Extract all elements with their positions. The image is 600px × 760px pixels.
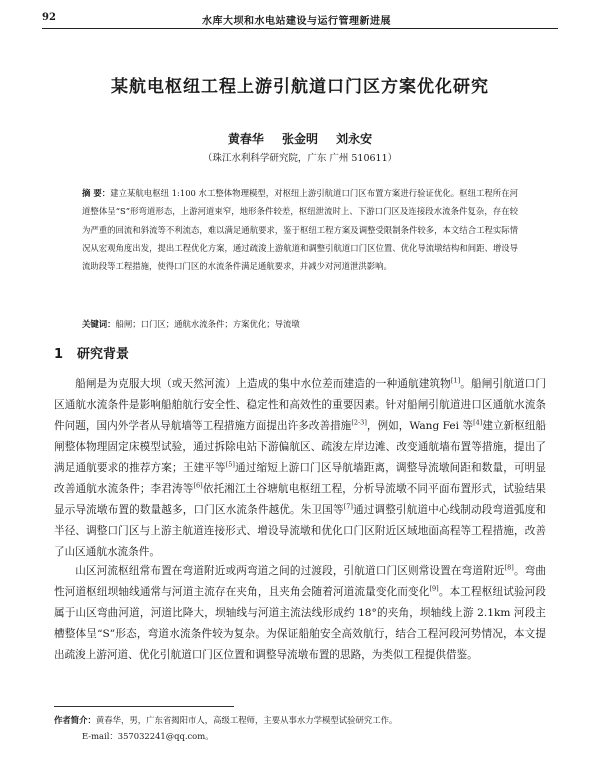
- body-paragraph-1: [54, 374, 546, 563]
- citation: [9]: [429, 584, 439, 593]
- text-run: 山区河流枢纽常布置在弯道附近或两弯道之间的过渡段，引航道口门区则常设置在弯道附近: [75, 565, 505, 577]
- keywords: [82, 318, 518, 330]
- footnote-text: 黄春华，男，广东省揭阳市人，高级工程师，主要从事水力学模型试验研究工作。: [95, 715, 398, 725]
- text-run: 通过缩短上游口门区导航墙距离，调整导流墩间距和数量，可明显改善通航水流条件；李君涛等: [54, 462, 546, 495]
- footnote-label: 作者简介：: [54, 715, 96, 725]
- footnote-rule: [54, 706, 234, 707]
- citation: [2-3]: [351, 418, 367, 427]
- text-run: 船闸是为克服大坝（或天然河流）上造成的集中水位差而建造的一种通航建筑物: [75, 378, 451, 390]
- keywords-label: 关键词：: [82, 319, 116, 329]
- running-header: [42, 12, 558, 28]
- text-run: 通过调整引航道中心线制动段弯道弧度和半径、调整口门区与上游主航道连接形式、增设导流墩和优化口门区附近区域地面高程等工程措施，改善了山区通航水流条件。: [54, 504, 547, 558]
- abstract-label: 摘 要：: [82, 188, 111, 198]
- citation: [1]: [450, 376, 461, 385]
- author-footnote: [54, 712, 546, 744]
- citation: [7]: [343, 502, 353, 511]
- keywords-text: 船闸；口门区；通航水流条件；方案优化；导流墩: [115, 319, 300, 329]
- page-number: 92: [42, 12, 56, 23]
- text-run: 。弯曲性河道枢纽坝轴线通常与河道主流存在夹角，且夹角会随着河道流量变化而变化: [54, 565, 547, 598]
- citation: [6]: [193, 481, 203, 490]
- text-run: 。船闸引航道口门区通航水流条件是影响船舶航行安全性、稳定性和高效性的重要因素。针对船闸引航道进口区通航水流条件问题，国内外学者从导航墙等工程措施方面提出许多改善措施: [54, 378, 547, 432]
- text-run: 依托湘江土谷塘航电枢纽工程，分析导流墩不同平面布置形式，试验结果显示导流墩布置的数量越多，口门区水流条件越优。朱卫国等: [54, 483, 547, 516]
- authors: 黄春华 张金明 刘永安: [227, 132, 373, 146]
- section-heading: [54, 343, 129, 362]
- text-run: ，例如，Wang Fei 等: [366, 420, 474, 432]
- citation: [8]: [504, 563, 514, 572]
- text-run: 建立新枢纽船闸整体物理固定床模型试验，通过拆除电站下游偏航区、疏浚左岸边滩、改变通航墙布置等措施，提出了满足通航要求的推荐方案；王建平等: [54, 420, 547, 474]
- section-number: 1: [54, 347, 64, 362]
- journal-title: 水库大坝和水电站建设与运行管理新进展: [202, 16, 391, 27]
- abstract-text: 建立某航电枢纽 1:100 水工整体物理模型，对枢纽上游引航道口门区布置方案进行验证优化。枢纽工程所在河道整体呈“S”形弯道形态，上游河道束窄，地形条件较差，枢纽泄流时上、下游口门区及连接段水流条件复杂，存在较为严重的回流和斜流等不利流态，难以满足通航要求，鉴于枢纽工程方案及调整受限制条件较多，本文结合工程实际情况从宏观角度出发，提出工程优化方案，通过疏浚上游航道和调整引航道口门区位置、优化导流墩结构和间距、增设导流助段等工程措施，使得口门区的水流条件满足通航要求，并减少对河道泄洪影响。: [82, 188, 518, 272]
- text-run: 。本工程枢纽试验河段属于山区弯曲河道，河道比降大，坝轴线与河道主流法线形成约 18°的夹角，坝轴线上游 2.1km 河段主槽整体呈“S”形态，弯道水流条件较为复杂。为保证船舶安全高效航行，结合工程河段河势情况，本文提出疏浚上游河道、优化引航道口门区位置和调整导流墩布置的思路，为类似工程提供借鉴。: [54, 586, 547, 661]
- affiliation: （珠江水利科学研究院，广东 广州 510611）: [202, 153, 398, 164]
- section-title: 研究背景: [77, 347, 130, 362]
- citation: [5]: [225, 460, 235, 469]
- body-paragraph-2: [54, 561, 546, 666]
- abstract: [82, 184, 518, 275]
- paper-title: 某航电枢纽工程上游引航道口门区方案优化研究: [111, 77, 489, 97]
- author-email: E-mail：357032241@qq.com。: [82, 731, 214, 741]
- citation: [4]: [473, 418, 483, 427]
- header-rule: [42, 28, 558, 29]
